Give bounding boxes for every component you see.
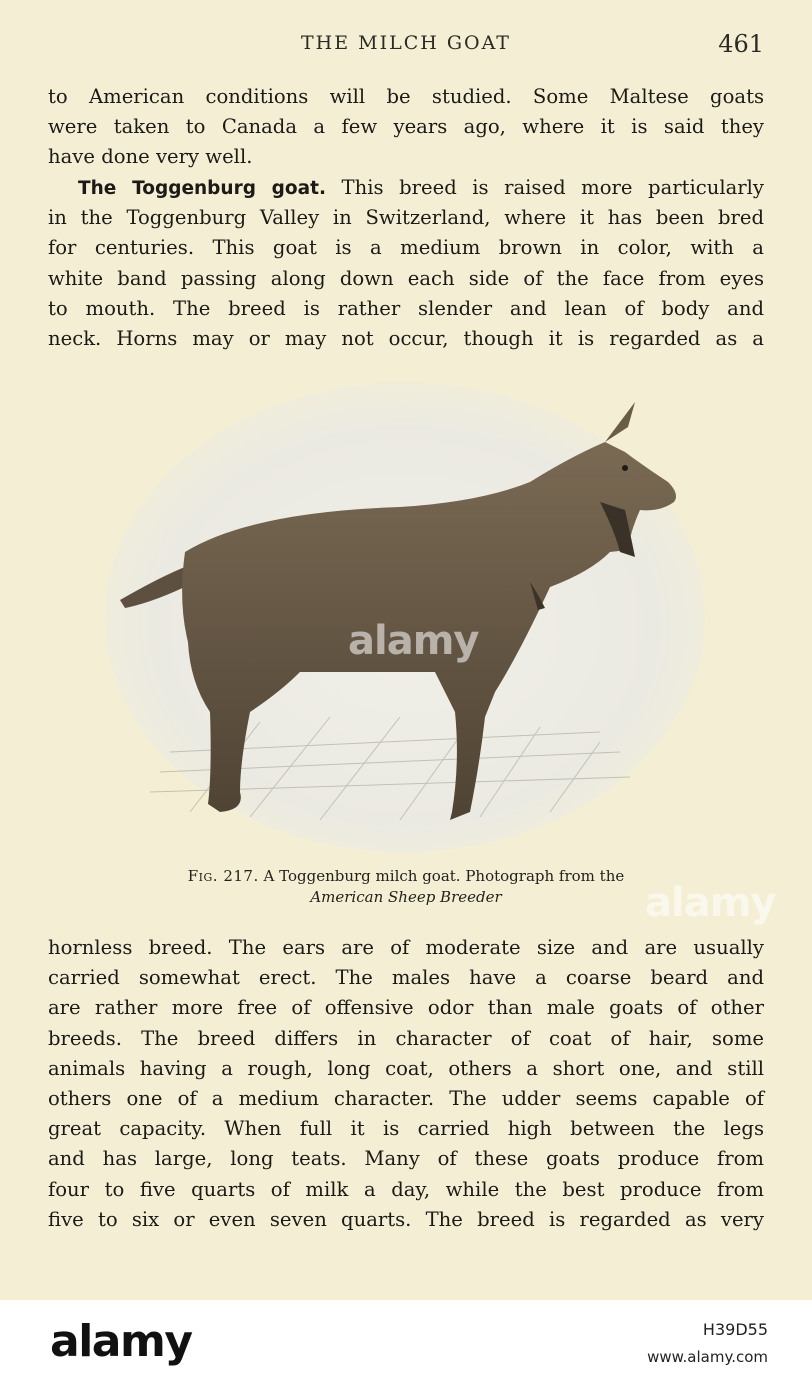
section-heading: The Toggenburg goat. (78, 178, 326, 199)
text-line: are rather more free of offensive odor than male goats of other (48, 996, 764, 1020)
text-line-rest: This breed is raised more particularly (341, 176, 765, 199)
caption-text: A Toggenburg milch goat. Photograph from the (263, 867, 625, 885)
text-line: four to five quarts of milk a day, while the best produce from (48, 1177, 764, 1201)
text-line: to mouth. The breed is rather slender and lean of body and (48, 296, 764, 320)
text-line: others one of a medium character. The udder seems capable of (48, 1086, 764, 1110)
paragraph-1 (48, 82, 764, 173)
paragraph-3 (48, 933, 764, 1235)
text-line: to American conditions will be studied. Some Maltese goats (48, 85, 764, 108)
text-line: were taken to Canada a few years ago, where it is said they (48, 115, 764, 139)
text-line: white band passing along down each side of the face from eyes (48, 266, 764, 290)
caption-source: American Sheep Breeder (310, 888, 502, 906)
running-head-title: THE MILCH GOAT (301, 32, 511, 54)
text-line: in the Toggenburg Valley in Switzerland, where it has been bred (48, 206, 764, 230)
figure-label: Fig. 217. (187, 867, 259, 885)
text-line: great capacity. When full it is carried high between the legs (48, 1117, 764, 1141)
goat-photograph (100, 372, 720, 852)
text-line: five to six or even seven quarts. The breed is regarded as very (48, 1207, 764, 1231)
running-head (0, 28, 812, 64)
image-id: H39D55 (702, 1320, 768, 1339)
page-number: 461 (718, 30, 764, 58)
watermark-ghost-center: alamy (348, 618, 479, 664)
text-line: have done very well. (48, 145, 253, 169)
text-line: breeds. The breed differs in character of coat of hair, some (48, 1026, 764, 1050)
watermark-ghost-right: alamy (645, 880, 776, 926)
source-url: www.alamy.com (647, 1348, 768, 1366)
text-line: animals having a rough, long coat, others a short one, and still (48, 1056, 764, 1080)
text-line (48, 173, 764, 203)
text-line: hornless breed. The ears are of moderate size and are usually (48, 936, 764, 959)
alamy-logo: alamy (50, 1316, 192, 1367)
paragraph-2 (48, 173, 764, 354)
text-line: carried somewhat erect. The males have a coarse beard and (48, 966, 764, 990)
text-line: for centuries. This goat is a medium brown in color, with a (48, 236, 764, 260)
text-line: and has large, long teats. Many of these goats produce from (48, 1147, 764, 1171)
text-line: neck. Horns may or may not occur, though it is regarded as a (48, 326, 764, 350)
